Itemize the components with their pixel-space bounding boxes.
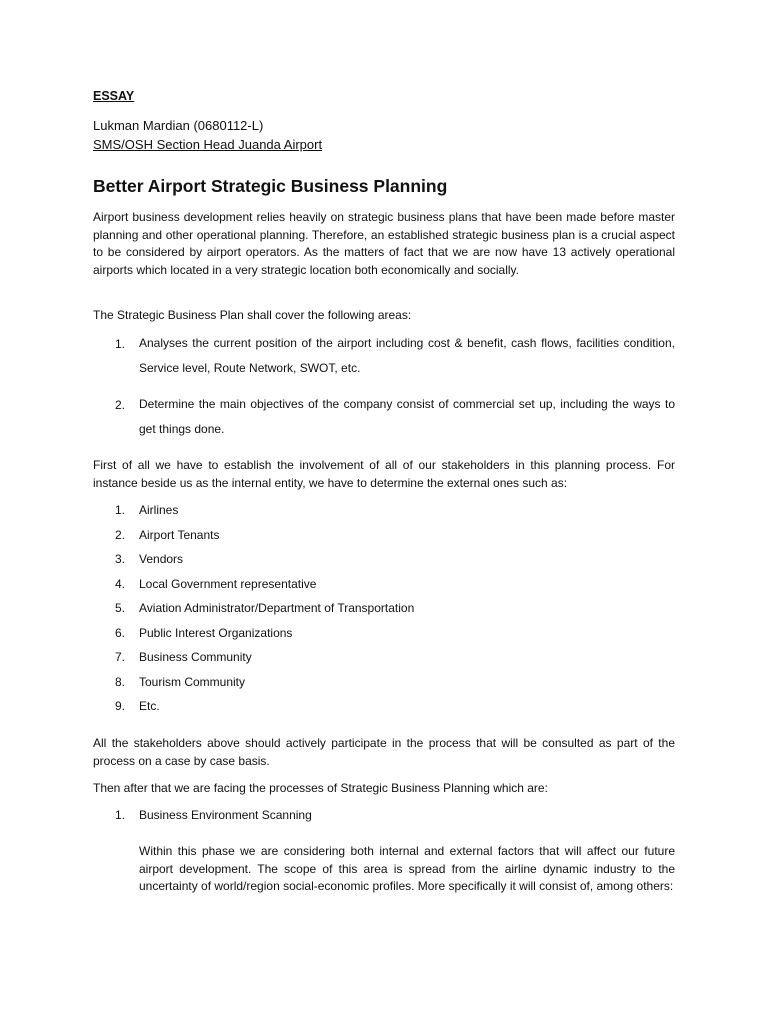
- list-text: Public Interest Organizations: [139, 626, 293, 640]
- document-title: Better Airport Strategic Business Planning: [93, 176, 448, 196]
- list-number: 7.: [115, 650, 126, 664]
- list-text: Airport Tenants: [139, 528, 220, 542]
- plan-intro: The Strategic Business Plan shall cover the following areas:: [93, 308, 412, 322]
- stakeholders-intro: First of all we have to establish the involvement of all of our stakeholders in this planning process. For instance beside us as the internal entity, we have to determine the external ones such as:: [93, 458, 675, 490]
- author-affiliation: SMS/OSH Section Head Juanda Airport: [93, 137, 323, 152]
- scanning-paragraph: Within this phase we are considering both internal and external factors that will affect our future airport development. The scope of this area is spread from the airline dynamic industry to the uncertainty of world/region social-economic profiles. More specifically it will consist of, among others:: [139, 844, 675, 893]
- list-text: Local Government representative: [139, 577, 317, 591]
- list-text: Aviation Administrator/Department of Transportation: [139, 601, 415, 615]
- process-intro: Then after that we are facing the processes of Strategic Business Planning which are:: [93, 781, 548, 795]
- list-number: 1.: [115, 503, 126, 517]
- essay-label: ESSAY: [93, 89, 135, 103]
- list-text: Etc.: [139, 699, 160, 713]
- list-text: Airlines: [139, 503, 179, 517]
- list-text: Business Community: [139, 650, 252, 664]
- author-name: Lukman Mardian (0680112-L): [93, 118, 264, 133]
- list-number: 2.: [115, 528, 126, 542]
- list-number: 4.: [115, 577, 126, 591]
- list-text: Tourism Community: [139, 675, 246, 689]
- list-text: Analyses the current position of the airport including cost & benefit, cash flows, facilities condition, Service level, Route Network, SWOT, etc.: [139, 336, 675, 375]
- list-number: 8.: [115, 675, 126, 689]
- list-number: 1.: [115, 337, 126, 351]
- list-number: 2.: [115, 398, 126, 412]
- list-text: Determine the main objectives of the company consist of commercial set up, including the ways to get things done.: [139, 397, 675, 436]
- participation-paragraph: All the stakeholders above should actively participate in the process that will be consulted as part of the process on a case by case basis.: [93, 736, 675, 768]
- list-text: Business Environment Scanning: [139, 808, 312, 822]
- intro-paragraph: Airport business development relies heavily on strategic business plans that have been made before master planning and other operational planning. Therefore, an established strategic business plan is a crucial aspect to be considered by airport operators. As the matters of fact that we are now have 13 actively operational airports which located in a very strategic location both economically and socially.: [93, 210, 675, 277]
- list-number: 6.: [115, 626, 126, 640]
- list-text: Vendors: [139, 552, 184, 566]
- list-number: 9.: [115, 699, 126, 713]
- list-number: 3.: [115, 552, 126, 566]
- list-number: 5.: [115, 601, 126, 615]
- list-number: 1.: [115, 808, 126, 822]
